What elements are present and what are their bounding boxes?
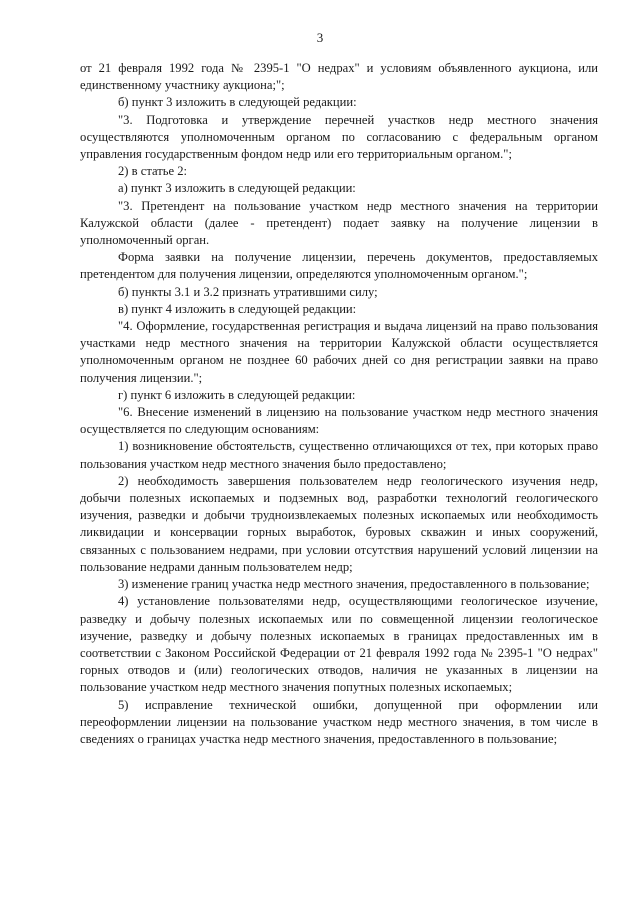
- paragraph-3: "3. Подготовка и утверждение перечней участков недр местного значения осуществляются уполномоченным органом по согласованию с федеральным органом управления государственным фондом недр или его территориальным органом.";: [80, 112, 598, 162]
- paragraph-11: г) пункт 6 изложить в следующей редакции:: [118, 387, 356, 402]
- paragraph-10: "4. Оформление, государственная регистрация и выдача лицензий на право пользования участками недр местного значения на территории Калужской области осуществляется уполномоченным органом не позднее 60 рабочих дней со дня регистрации заявки на право получения лицензии.";: [80, 319, 598, 385]
- paragraph-17: 5) исправление технической ошибки, допущенной при оформлении или переоформлении лицензии на пользование участком недр местного значения, в том числе в сведениях о границах участка недр местного значения, предоставленного в пользование;: [80, 697, 598, 746]
- paragraph-2: б) пункт 3 изложить в следующей редакции:: [118, 95, 357, 110]
- paragraph-6: "3. Претендент на пользование участком недр местного значения на территории Калужской области (далее - претендент) подает заявку на получение лицензии в уполномоченный орган.: [80, 198, 598, 248]
- paragraph-9: в) пункт 4 изложить в следующей редакции:: [118, 301, 357, 316]
- paragraph-1: от 21 февраля 1992 года № 2395-1 "О недрах" и условиям объявленного аукциона, или единственному участнику аукциона;";: [80, 61, 598, 93]
- paragraph-12: "6. Внесение изменений в лицензию на пользование участком недр местного значения осуществляется по следующим основаниям:: [80, 405, 598, 437]
- paragraph-16: 4) установление пользователями недр, осуществляющими геологическое изучение, разведку и добычу полезных ископаемых или по совмещенной лицензии геологическое изучение, разведку и добычу полезных ископаемых в границах предоставленных им в соответствии с Законом Российской Федерации от 21 февраля 1992 года № 2395-1 "О недрах" горных отводов и (или) геологических отводов, наличия не указанных в лицензии на пользование участком недр местного значения попутных полезных ископаемых;: [80, 594, 598, 695]
- paragraph-8: б) пункты 3.1 и 3.2 признать утратившими силу;: [118, 284, 378, 299]
- paragraph-5: а) пункт 3 изложить в следующей редакции:: [118, 181, 356, 196]
- paragraph-15: 3) изменение границ участка недр местного значения, предоставленного в пользование;: [118, 577, 590, 592]
- paragraph-4: 2) в статье 2:: [118, 164, 188, 179]
- paragraph-13: 1) возникновение обстоятельств, существенно отличающихся от тех, при которых право пользования участком недр местного значения было предоставлено;: [80, 439, 598, 471]
- page-number: 3: [316, 30, 324, 45]
- paragraph-7: Форма заявки на получение лицензии, перечень документов, предоставляемых претендентом для получения лицензии, определяются уполномоченным органом.";: [80, 250, 598, 282]
- paragraph-14: 2) необходимость завершения пользователем недр геологического изучения недр, добычи полезных ископаемых и подземных вод, разработки технологий геологического изучения, разведки и добычи трудноизвлекаемых полезных ископаемых или необходимость ликвидации и консервации горных выработок, буровых скважин и иных сооружений, связанных с пользованием недрами, при условии отсутствия нарушений условий лицензии на пользование недрами данным пользователем недр;: [80, 473, 598, 574]
- document-body: [80, 60, 598, 748]
